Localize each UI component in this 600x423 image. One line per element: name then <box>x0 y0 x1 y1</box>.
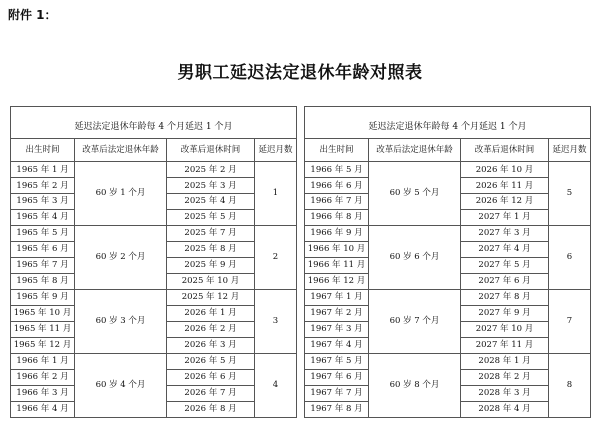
birth-date-cell: 1966 年 9 月 <box>305 226 369 242</box>
column-header: 改革后退休时间 <box>167 139 255 162</box>
table-row <box>305 353 591 369</box>
birth-date-cell: 1967 年 5 月 <box>305 353 369 369</box>
retirement-date-cell: 2025 年 4 月 <box>167 194 255 210</box>
birth-date-cell: 1966 年 10 月 <box>305 242 369 258</box>
birth-date-cell: 1965 年 4 月 <box>11 210 75 226</box>
table-row <box>11 290 297 306</box>
delay-months-cell: 6 <box>549 226 591 290</box>
retirement-date-cell: 2027 年 4 月 <box>461 242 549 258</box>
retirement-date-cell: 2026 年 1 月 <box>167 306 255 322</box>
retirement-age-cell: 60 岁 4 个月 <box>75 353 167 417</box>
column-header: 出生时间 <box>305 139 369 162</box>
retirement-age-cell: 60 岁 1 个月 <box>75 162 167 226</box>
column-header: 延迟月数 <box>549 139 591 162</box>
table-row <box>11 353 297 369</box>
retirement-date-cell: 2026 年 12 月 <box>461 194 549 210</box>
retirement-date-cell: 2025 年 12 月 <box>167 290 255 306</box>
document-title: 男职工延迟法定退休年龄对照表 <box>177 63 423 83</box>
birth-date-cell: 1965 年 5 月 <box>11 226 75 242</box>
annex-label: 附件 1： <box>8 8 57 22</box>
retirement-date-cell: 2026 年 5 月 <box>167 353 255 369</box>
column-header: 改革后退休时间 <box>461 139 549 162</box>
retirement-date-cell: 2025 年 8 月 <box>167 242 255 258</box>
retirement-date-cell: 2028 年 3 月 <box>461 385 549 401</box>
retirement-date-cell: 2027 年 5 月 <box>461 258 549 274</box>
column-header: 出生时间 <box>11 139 75 162</box>
delay-months-cell: 8 <box>549 353 591 417</box>
birth-date-cell: 1965 年 11 月 <box>11 321 75 337</box>
column-header: 改革后法定退休年龄 <box>75 139 167 162</box>
birth-date-cell: 1965 年 2 月 <box>11 178 75 194</box>
retirement-age-cell: 60 岁 6 个月 <box>369 226 461 290</box>
retirement-date-cell: 2028 年 4 月 <box>461 401 549 417</box>
retirement-date-cell: 2025 年 7 月 <box>167 226 255 242</box>
delay-months-cell: 7 <box>549 290 591 354</box>
retirement-age-cell: 60 岁 3 个月 <box>75 290 167 354</box>
retirement-date-cell: 2027 年 11 月 <box>461 337 549 353</box>
delay-months-cell: 4 <box>255 353 297 417</box>
table-row <box>305 290 591 306</box>
table-caption: 延迟法定退休年龄每 4 个月延迟 1 个月 <box>305 116 591 139</box>
delay-months-cell: 5 <box>549 162 591 226</box>
birth-date-cell: 1966 年 6 月 <box>305 178 369 194</box>
delay-months-cell: 1 <box>255 162 297 226</box>
header-row <box>305 139 591 162</box>
table-row <box>11 226 297 242</box>
table-row <box>305 226 591 242</box>
retirement-date-cell: 2025 年 3 月 <box>167 178 255 194</box>
birth-date-cell: 1967 年 7 月 <box>305 385 369 401</box>
birth-date-cell: 1965 年 8 月 <box>11 274 75 290</box>
table-row <box>11 162 297 178</box>
retirement-date-cell: 2026 年 7 月 <box>167 385 255 401</box>
retirement-date-cell: 2027 年 1 月 <box>461 210 549 226</box>
birth-date-cell: 1967 年 4 月 <box>305 337 369 353</box>
right-table <box>304 106 591 418</box>
birth-date-cell: 1966 年 8 月 <box>305 210 369 226</box>
table-row <box>305 162 591 178</box>
delay-months-cell: 3 <box>255 290 297 354</box>
birth-date-cell: 1965 年 9 月 <box>11 290 75 306</box>
birth-date-cell: 1966 年 1 月 <box>11 353 75 369</box>
retirement-date-cell: 2028 年 1 月 <box>461 353 549 369</box>
birth-date-cell: 1967 年 3 月 <box>305 321 369 337</box>
birth-date-cell: 1966 年 4 月 <box>11 401 75 417</box>
birth-date-cell: 1966 年 12 月 <box>305 274 369 290</box>
column-header: 延迟月数 <box>255 139 297 162</box>
birth-date-cell: 1965 年 6 月 <box>11 242 75 258</box>
caption-spacer <box>305 107 591 117</box>
retirement-date-cell: 2025 年 2 月 <box>167 162 255 178</box>
retirement-age-cell: 60 岁 7 个月 <box>369 290 461 354</box>
birth-date-cell: 1967 年 2 月 <box>305 306 369 322</box>
retirement-date-cell: 2025 年 9 月 <box>167 258 255 274</box>
retirement-date-cell: 2027 年 10 月 <box>461 321 549 337</box>
birth-date-cell: 1966 年 11 月 <box>305 258 369 274</box>
retirement-date-cell: 2027 年 3 月 <box>461 226 549 242</box>
birth-date-cell: 1967 年 6 月 <box>305 369 369 385</box>
header-row <box>11 139 297 162</box>
retirement-age-cell: 60 岁 8 个月 <box>369 353 461 417</box>
retirement-date-cell: 2025 年 5 月 <box>167 210 255 226</box>
table-caption: 延迟法定退休年龄每 4 个月延迟 1 个月 <box>11 116 297 139</box>
retirement-date-cell: 2027 年 8 月 <box>461 290 549 306</box>
birth-date-cell: 1965 年 7 月 <box>11 258 75 274</box>
birth-date-cell: 1967 年 8 月 <box>305 401 369 417</box>
retirement-date-cell: 2027 年 9 月 <box>461 306 549 322</box>
retirement-date-cell: 2026 年 3 月 <box>167 337 255 353</box>
comparison-tables <box>10 106 590 418</box>
birth-date-cell: 1965 年 12 月 <box>11 337 75 353</box>
birth-date-cell: 1965 年 10 月 <box>11 306 75 322</box>
retirement-date-cell: 2026 年 11 月 <box>461 178 549 194</box>
retirement-date-cell: 2025 年 10 月 <box>167 274 255 290</box>
retirement-date-cell: 2026 年 10 月 <box>461 162 549 178</box>
birth-date-cell: 1966 年 3 月 <box>11 385 75 401</box>
caption-spacer <box>11 107 297 117</box>
retirement-age-cell: 60 岁 5 个月 <box>369 162 461 226</box>
birth-date-cell: 1966 年 5 月 <box>305 162 369 178</box>
birth-date-cell: 1965 年 3 月 <box>11 194 75 210</box>
retirement-date-cell: 2027 年 6 月 <box>461 274 549 290</box>
retirement-age-cell: 60 岁 2 个月 <box>75 226 167 290</box>
retirement-date-cell: 2026 年 2 月 <box>167 321 255 337</box>
column-header: 改革后法定退休年龄 <box>369 139 461 162</box>
retirement-date-cell: 2026 年 8 月 <box>167 401 255 417</box>
delay-months-cell: 2 <box>255 226 297 290</box>
retirement-date-cell: 2026 年 6 月 <box>167 369 255 385</box>
birth-date-cell: 1966 年 7 月 <box>305 194 369 210</box>
birth-date-cell: 1967 年 1 月 <box>305 290 369 306</box>
birth-date-cell: 1965 年 1 月 <box>11 162 75 178</box>
left-table <box>10 106 297 418</box>
birth-date-cell: 1966 年 2 月 <box>11 369 75 385</box>
retirement-date-cell: 2028 年 2 月 <box>461 369 549 385</box>
